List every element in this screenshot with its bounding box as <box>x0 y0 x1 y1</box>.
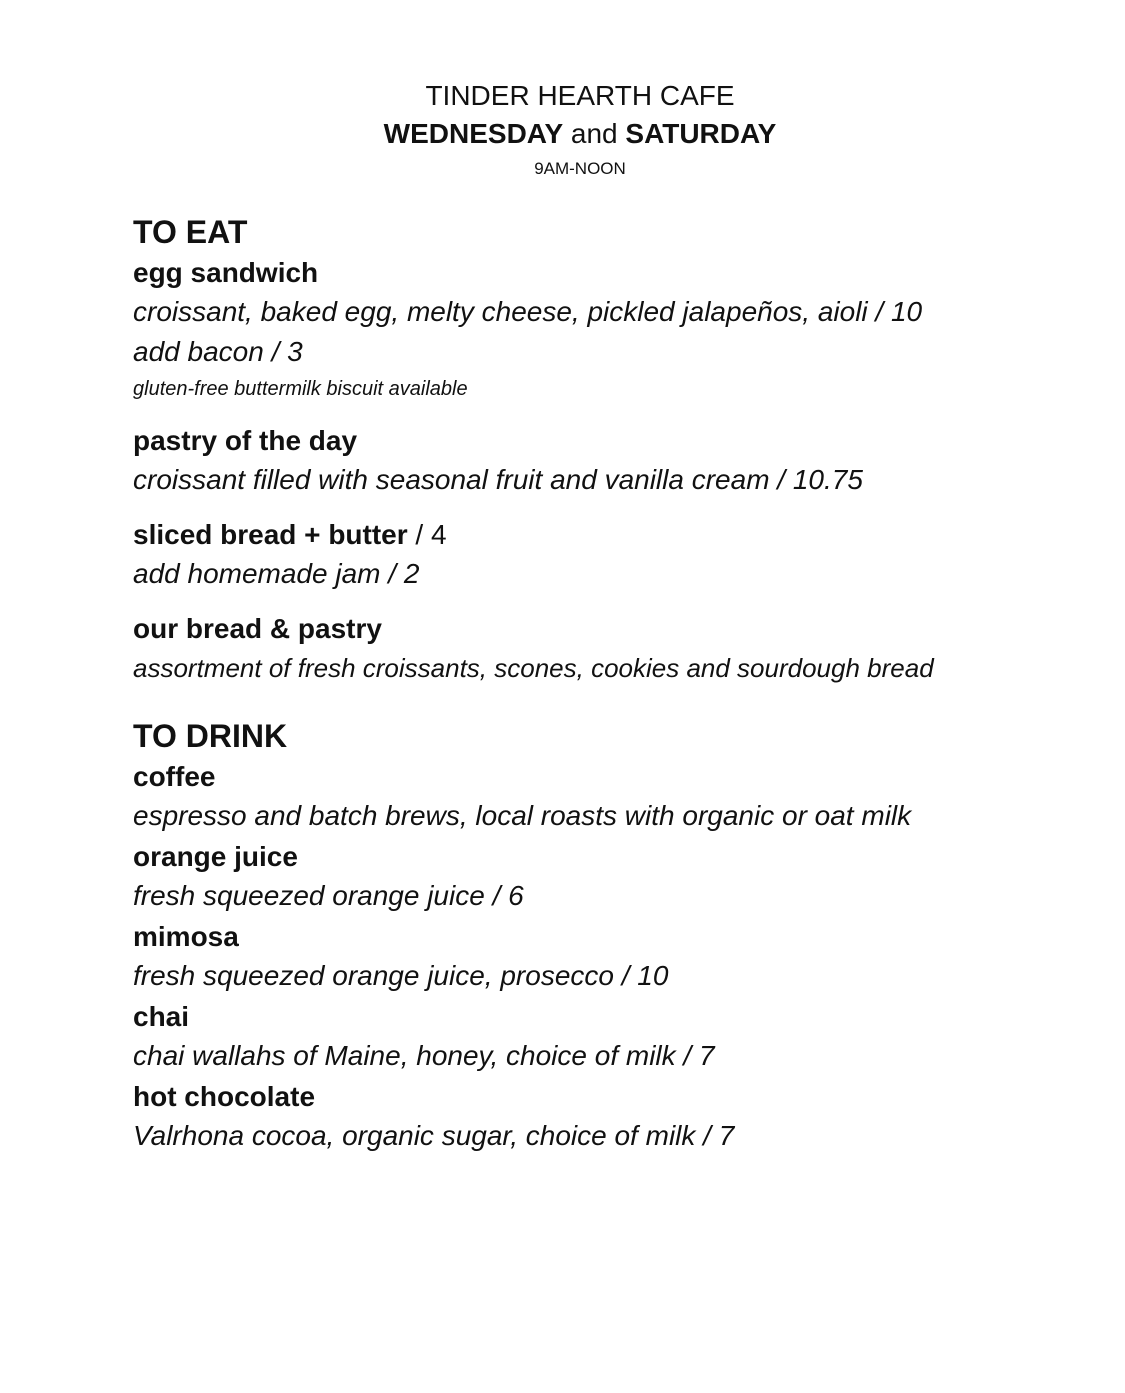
item-name: orange juice <box>133 841 298 872</box>
item-name: coffee <box>133 761 216 792</box>
section-to-drink <box>133 714 1093 1156</box>
menu-body <box>133 210 1093 1158</box>
menu-item-pastry-of-the-day <box>133 422 1093 500</box>
menu-header <box>0 78 1125 182</box>
item-addon: add bacon / 3 <box>133 336 303 367</box>
menu-item-coffee <box>133 758 1093 836</box>
item-name: our bread & pastry <box>133 613 382 644</box>
menu-item-orange-juice <box>133 838 1093 916</box>
item-description: espresso and batch brews, local roasts with organic or oat milk <box>133 800 912 831</box>
open-hours: 9AM-NOON <box>534 159 626 178</box>
item-name: mimosa <box>133 921 239 952</box>
item-description: Valrhona cocoa, organic sugar, choice of milk / 7 <box>133 1120 735 1151</box>
item-name: egg sandwich <box>133 257 319 288</box>
section-title-drink: TO DRINK <box>133 718 288 754</box>
item-description: add homemade jam / 2 <box>133 558 420 589</box>
menu-item-hot-chocolate <box>133 1078 1093 1156</box>
item-name-with-price <box>133 516 1093 554</box>
item-note: gluten-free buttermilk biscuit available <box>133 378 468 400</box>
menu-item-egg-sandwich <box>133 254 1093 406</box>
item-description: fresh squeezed orange juice, prosecco / 10 <box>133 960 669 991</box>
item-description: chai wallahs of Maine, honey, choice of milk / 7 <box>133 1040 715 1071</box>
menu-item-bread-and-pastry <box>133 610 1093 688</box>
days-connector: and <box>563 118 626 149</box>
menu-item-sliced-bread <box>133 516 1093 594</box>
cafe-name: TINDER HEARTH CAFE <box>425 80 735 111</box>
section-title-eat: TO EAT <box>133 214 248 250</box>
menu-item-mimosa <box>133 918 1093 996</box>
item-description: fresh squeezed orange juice / 6 <box>133 880 524 911</box>
item-description: assortment of fresh croissants, scones, cookies and sourdough bread <box>133 653 934 683</box>
item-description: croissant, baked egg, melty cheese, pickled jalapeños, aioli / 10 <box>133 296 923 327</box>
open-days <box>0 114 1125 154</box>
day-wednesday: WEDNESDAY <box>383 118 564 149</box>
menu-item-chai <box>133 998 1093 1076</box>
day-saturday: SATURDAY <box>625 118 777 149</box>
item-name: hot chocolate <box>133 1081 316 1112</box>
item-name: sliced bread + butter <box>133 519 408 550</box>
section-to-eat <box>133 210 1093 688</box>
item-name: pastry of the day <box>133 425 358 456</box>
item-price: / 4 <box>407 519 447 550</box>
item-name: chai <box>133 1001 190 1032</box>
item-description: croissant filled with seasonal fruit and vanilla cream / 10.75 <box>133 464 863 495</box>
